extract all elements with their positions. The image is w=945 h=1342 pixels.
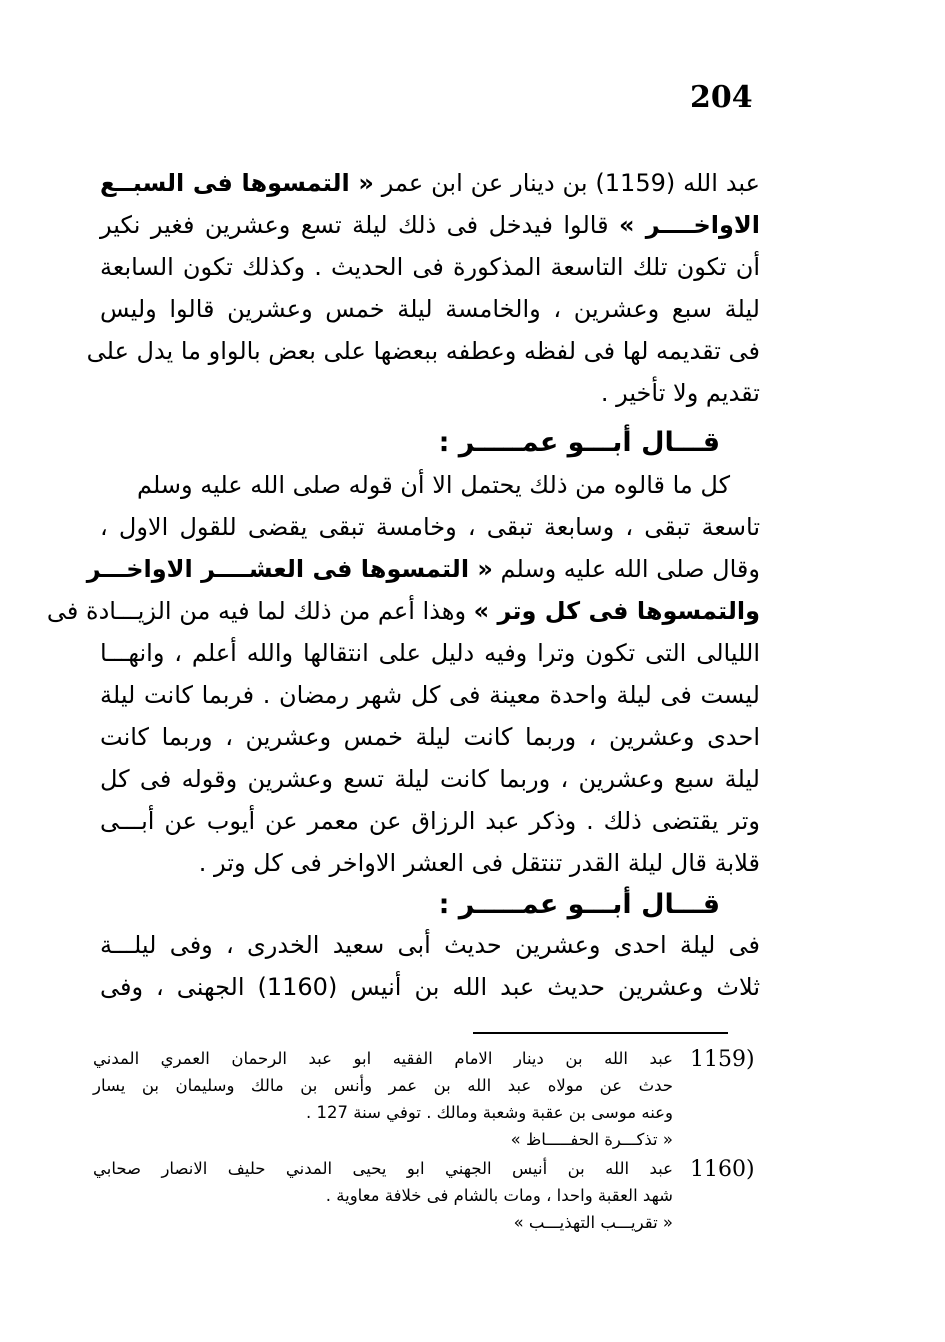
footnote-number: 1160) — [690, 1157, 755, 1182]
text-line — [86, 549, 760, 589]
text-line — [100, 925, 760, 965]
text-run: تقديم ولا تأخير . — [600, 379, 760, 407]
text-line — [100, 843, 760, 883]
text-run: احدى وعشرين ، وربما كانت ليلة خمس وعشرين ، وربما كانت — [100, 723, 760, 751]
text-run: قلابة قال ليلة القدر تنتقل فى العشر الاواخر فى كل وتر . — [198, 849, 760, 877]
quoted-hadith: والتمسوها فى كل وتر » — [473, 597, 760, 625]
section-heading: قـــال أبـــو عمـــــر : — [438, 427, 720, 458]
text-run: الليالى التى تكون وترا وفيه دليل على انتقالها والله أعلم ، وانهـــا — [100, 639, 760, 667]
footnote-separator — [473, 1032, 728, 1034]
text-run: وتر يقتضى ذلك . وذكر عبد الرزاق عن معمر عن أيوب عن أبـــى — [100, 807, 760, 835]
text-run: أن تكون تلك التاسعة المذكورة فى الحديث . وكذلك تكون السابعة — [100, 253, 760, 281]
footnote-line: شهد العقبة واحدا ، ومات بالشام فى خلافة معاوية . — [325, 1186, 673, 1205]
text-line — [100, 759, 760, 799]
text-line — [86, 331, 760, 371]
text-line — [46, 591, 760, 631]
footnote-number: 1159) — [690, 1047, 755, 1072]
text-run: فى تقديمه لها فى لفظه وعطفه ببعضها على بعض بالواو ما يدل على — [86, 337, 760, 365]
footnote-line: « تقريـــب التهذيـــب » — [513, 1213, 673, 1232]
footnote-line: وعنه موسى بن عقبة وشعبة ومالك . توفي سنة 127 . — [306, 1103, 673, 1122]
text-run: ثلاث وعشرين حديث عبد الله بن أنيس (1160) الجهنى ، وفى — [100, 973, 760, 1001]
text-line — [100, 507, 760, 547]
quoted-hadith: « التمسوها فى السبــع — [100, 169, 374, 197]
text-line — [100, 163, 760, 203]
footnote-line: « تذكـــرة الحفـــــاظ » — [510, 1130, 673, 1149]
text-run: قالوا فيدخل فى ذلك ليلة تسع وعشرين فغير نكير — [100, 211, 609, 239]
footnote-line: عبد الله بن أنيس الجهني ابو يحيى المدني حليف الانصار صحابي — [93, 1159, 673, 1178]
text-run: فى ليلة احدى وعشرين حديث أبى سعيد الخدرى ، وفى ليلـــة — [100, 931, 760, 959]
quoted-hadith: الاواخــــر » — [619, 211, 761, 239]
text-line — [100, 967, 760, 1007]
text-line — [100, 289, 760, 329]
quoted-hadith: « التمسوها فى العشــــر الاواخـــر — [86, 555, 493, 583]
text-line — [100, 717, 760, 757]
text-line — [100, 205, 760, 245]
footnote-line: عبد الله بن دينار الامام الفقيه ابو عبد الرحمان العمري المدني — [93, 1049, 673, 1068]
text-line — [100, 675, 760, 715]
text-run: كل ما قالوه من ذلك يحتمل الا أن قوله صلى الله عليه وسلم — [136, 471, 730, 499]
text-run: تاسعة تبقى ، وسابعة تبقى ، وخامسة تبقى يقضى للقول الاول ، — [100, 513, 760, 541]
text-line — [100, 801, 760, 841]
text-run: ليلة سبع وعشرين ، والخامسة ليلة خمس وعشرين قالوا وليس — [100, 295, 760, 323]
section-heading: قـــال أبـــو عمـــــر : — [438, 889, 720, 920]
text-run: ليست فى ليلة واحدة معينة فى كل شهر رمضان . فربما كانت ليلة — [100, 681, 760, 709]
text-run: وقال صلى الله عليه وسلم — [500, 555, 760, 583]
text-run: عبد الله (1159) بن دينار عن ابن عمر — [381, 169, 760, 197]
text-line — [100, 373, 760, 413]
text-line — [100, 247, 760, 287]
text-run: وهذا أعم من ذلك لما فيه من الزيـــادة فى — [46, 597, 467, 625]
footnote-line: حدث عن مولاه عبد الله بن عمر وأنس بن مالك وسليمان بن يسار — [93, 1076, 673, 1095]
text-line — [100, 465, 730, 505]
text-run: ليلة سبع وعشرين ، وربما كانت ليلة تسع وعشرين وقوله فى كل — [100, 765, 760, 793]
text-line — [100, 633, 760, 673]
page-number: 204 — [690, 80, 753, 115]
